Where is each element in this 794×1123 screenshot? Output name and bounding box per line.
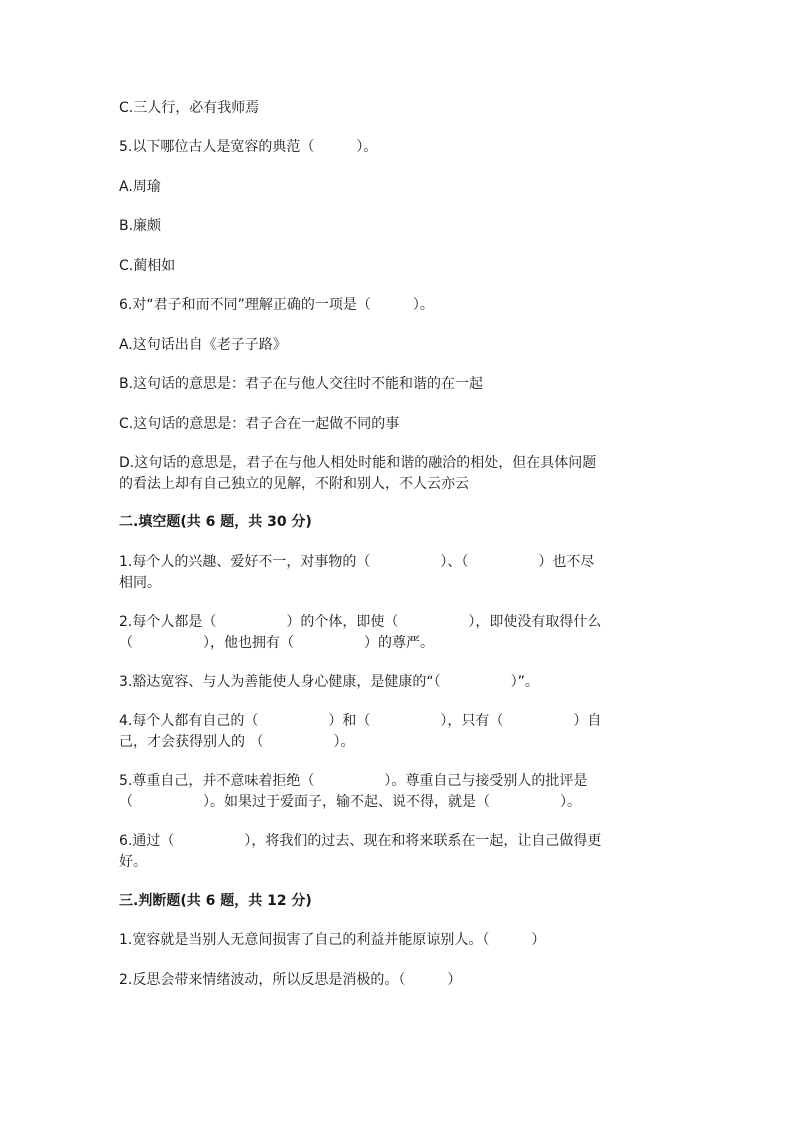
option-c-q6: C.这句话的意思是：君子合在一起做不同的事 <box>119 416 400 432</box>
section-heading-fill-blank: 二.填空题(共 6 题，共 30 分) <box>119 514 312 530</box>
fill-q2-line2: （ ），他也拥有（ ）的尊严。 <box>119 635 434 651</box>
section-heading-true-false: 三.判断题(共 6 题，共 12 分) <box>119 893 312 909</box>
fill-q5-line1: 5.尊重自己，并不意味着拒绝（ ）。尊重自己与接受别人的批评是 <box>119 773 588 789</box>
option-b-q6: B.这句话的意思是：君子在与他人交往时不能和谐的在一起 <box>119 376 484 392</box>
tf-q1: 1.宽容就是当别人无意间损害了自己的利益并能原谅别人。（ ） <box>119 932 546 948</box>
option-d-q6-line2: 的看法上却有自己独立的见解，不附和别人，不人云亦云 <box>119 476 469 492</box>
fill-q1-line2: 相同。 <box>119 575 161 591</box>
option-b-q5: B.廉颇 <box>119 218 162 234</box>
fill-q4-line1: 4.每个人都有自己的（ ）和（ ），只有（ ）自 <box>119 713 602 729</box>
fill-q4-line2: 己，才会获得别人的 （ ）。 <box>119 734 355 750</box>
option-c-q5: C.蔺相如 <box>119 258 176 274</box>
fill-q1-line1: 1.每个人的兴趣、爱好不一，对事物的（ ）、（ ）也不尽 <box>119 554 595 570</box>
fill-q2-line1: 2.每个人都是（ ）的个体，即使（ ），即使没有取得什么 <box>119 614 602 630</box>
option-a-q6: A.这句话出自《老子子路》 <box>119 337 287 353</box>
question-6: 6.对“君子和而不同”理解正确的一项是（ ）。 <box>119 297 434 313</box>
option-c-q4: C.三人行，必有我师焉 <box>119 100 260 116</box>
fill-q6-line1: 6.通过（ ），将我们的过去、现在和将来联系在一起，让自己做得更 <box>119 833 602 849</box>
fill-q6-line2: 好。 <box>119 854 147 870</box>
fill-q3: 3.豁达宽容、与人为善能使人身心健康，是健康的“（ ）”。 <box>119 674 539 690</box>
option-a-q5: A.周瑜 <box>119 179 161 195</box>
option-d-q6-line1: D.这句话的意思是，君子在与他人相处时能和谐的融洽的相处，但在具体问题 <box>119 455 597 471</box>
tf-q2: 2.反思会带来情绪波动，所以反思是消极的。（ ） <box>119 972 462 988</box>
question-5: 5.以下哪位古人是宽容的典范（ ）。 <box>119 139 378 155</box>
fill-q5-line2: （ ）。如果过于爱面子，输不起、说不得，就是（ ）。 <box>119 794 581 810</box>
